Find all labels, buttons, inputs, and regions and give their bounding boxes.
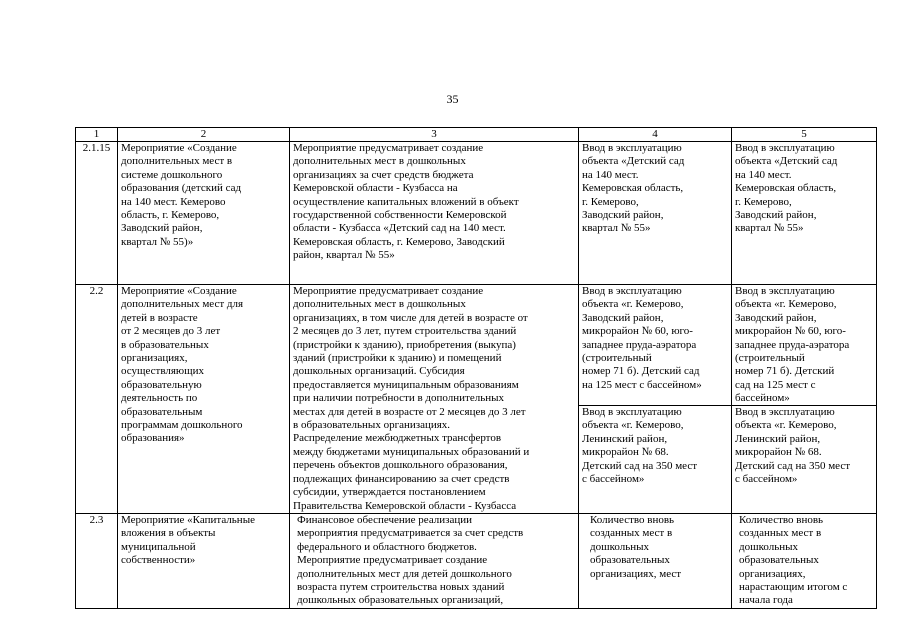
indicator-text: Ввод в эксплуатацию объекта «Детский сад на 140 мест. Кемеровская область, г. Кемерово, Заводский район, квартал № 55»	[735, 142, 838, 235]
indicator-text: Количество вновь созданных мест в дошкольных образовательных организациях, нарастающим итогом с начала года	[739, 513, 848, 607]
measure-name-cell	[118, 142, 290, 285]
header-cell-3: 3	[290, 128, 579, 142]
table-header-row	[76, 128, 877, 142]
result-cell	[579, 285, 732, 514]
row-number: 2.2	[76, 285, 118, 514]
result-cell	[579, 513, 732, 608]
measure-name-cell	[118, 513, 290, 608]
measure-description-cell	[290, 142, 579, 285]
header-cell-1: 1	[76, 128, 118, 142]
indicator-text-part-1: Ввод в эксплуатацию объекта «г. Кемерово, Заводский район, микрорайон № 60, юго- западнее пруда-аэратора (строительный номер 71 б). Детский сад на 125 мест с бассейном»	[732, 285, 876, 406]
result-text: Количество вновь созданных мест в дошкольных образовательных организациях, мест	[590, 513, 682, 580]
result-cell	[579, 142, 732, 285]
row-number: 2.1.15	[76, 142, 118, 285]
result-text: Ввод в эксплуатацию объекта «Детский сад на 140 мест. Кемеровская область, г. Кемерово, Заводский район, квартал № 55»	[582, 142, 685, 235]
indicator-cell	[732, 285, 877, 514]
measure-name: Мероприятие «Создание дополнительных мест в системе дошкольного образования (детский сад на 140 мест. Кемерово область, г. Кемерово, Заводский район, квартал № 55)»	[121, 142, 242, 248]
indicator-cell	[732, 513, 877, 608]
result-text-part-1: Ввод в эксплуатацию объекта «г. Кемерово, Заводский район, микрорайон № 60, юго- западнее пруда-аэратора (строительный номер 71 б). Детский сад на 125 мест с бассейном»	[579, 285, 731, 406]
measures-table	[75, 127, 877, 609]
measure-description: Мероприятие предусматривает создание дополнительных мест в дошкольных организациях за счет средств бюджета Кемеровской области - Кузбасса на осуществление капитальных вложений в объект государственной собственности Кемеровской области - Кузбасса «Детский сад на 140 мест. Кемеровская область, г. Кемерово, Заводский район, квартал № 55»	[293, 142, 519, 262]
row-number: 2.3	[76, 513, 118, 608]
measure-description-cell	[290, 513, 579, 608]
measure-name: Мероприятие «Создание дополнительных мест для детей в возрасте от 2 месяцев до 3 лет в образовательных организациях, осуществляющих образовательную деятельность по образовательным программам дошкольного образования»	[121, 285, 244, 445]
table-row	[76, 285, 877, 514]
header-cell-5: 5	[732, 128, 877, 142]
header-cell-2: 2	[118, 128, 290, 142]
table-row	[76, 142, 877, 285]
table-row	[76, 513, 877, 608]
page-number: 35	[446, 92, 459, 106]
measure-description: Финансовое обеспечение реализации мероприятия предусматривается за счет средств федерального и областного бюджетов. Мероприятие предусматривает создание дополнительных мест для детей дошкольного возраста путем строительства новых зданий дошкольных образовательных организаций,	[297, 513, 524, 607]
indicator-text-part-2: Ввод в эксплуатацию объекта «г. Кемерово, Ленинский район, микрорайон № 68. Детский сад на 350 мест с бассейном»	[735, 406, 851, 486]
measure-description-cell	[290, 285, 579, 514]
header-cell-4: 4	[579, 128, 732, 142]
result-text-part-2: Ввод в эксплуатацию объекта «г. Кемерово, Ленинский район, микрорайон № 68. Детский сад на 350 мест с бассейном»	[582, 406, 698, 486]
indicator-cell	[732, 142, 877, 285]
measure-description: Мероприятие предусматривает создание дополнительных мест в дошкольных организациях, в том числе для детей в возрасте от 2 месяцев до 3 лет, путем строительства зданий (пристройки к зданию), приобретения (выкупа) зданий (пристройки к зданию) и помещений дошкольных организаций. Субсидия предоставляется муниципальным образованиям при наличии потребности в дополнительных местах для детей в возрасте от 2 месяцев до 3 лет в образовательных организациях. Распределение межбюджетных трансфертов между бюджетами муниципальных образований и перечень объектов дошкольного образования, подлежащих финансированию за счет средств субсидии, утверждается постановлением Правительства Кемеровской области - Кузбасса	[293, 285, 530, 512]
measure-name: Мероприятие «Капитальные вложения в объекты муниципальной собственности»	[121, 513, 255, 567]
measure-name-cell	[118, 285, 290, 514]
